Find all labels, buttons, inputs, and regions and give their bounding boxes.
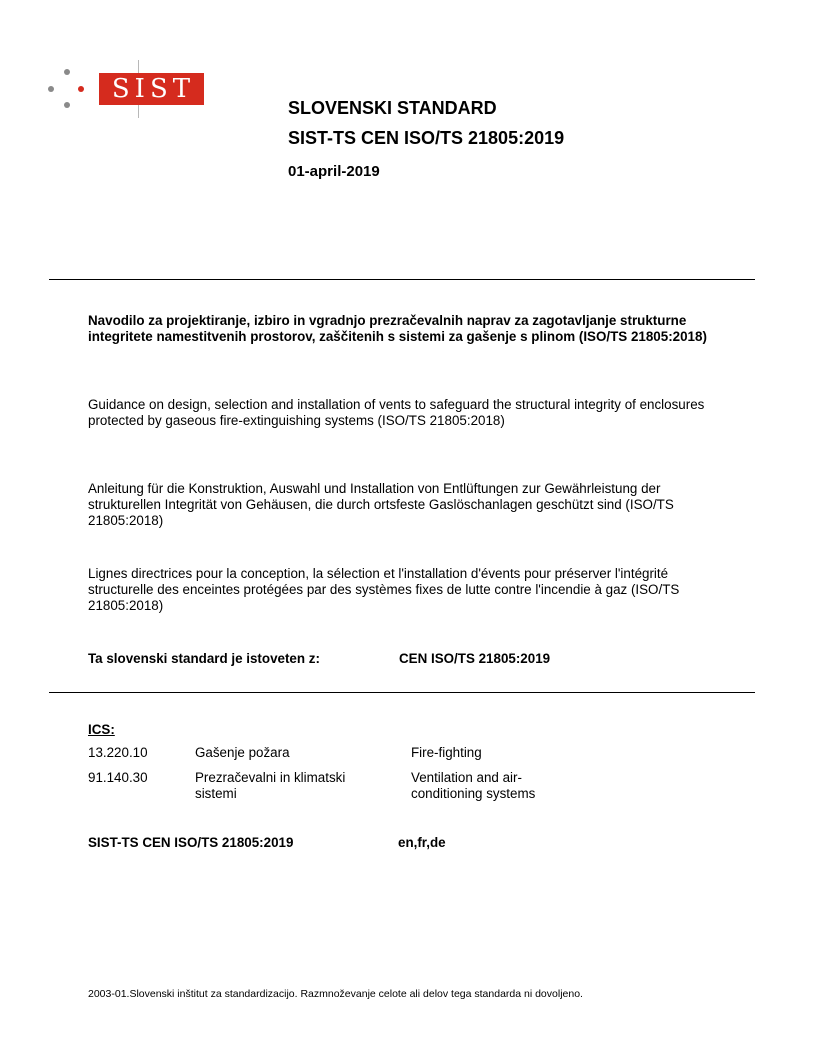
identical-label: Ta slovenski standard je istoveten z: (88, 651, 320, 666)
ics-name-en: Fire-fighting (411, 745, 482, 760)
ics-row (88, 770, 708, 806)
logo-dot (48, 86, 54, 92)
ics-row (88, 745, 708, 763)
identical-value: CEN ISO/TS 21805:2019 (399, 651, 551, 666)
title-english: Guidance on design, selection and installation of vents to safeguard the structural integrity of enclosures protected by gaseous fire-extinguishing systems (ISO/TS 21805:2018) (88, 397, 705, 428)
title-french: Lignes directrices pour la conception, la sélection et l'installation d'évents pour préserver l'intégrité structurelle des enceintes protégées par des systèmes fixes de lutte contre l'incendie à gaz (ISO/TS 21805:2018) (88, 566, 680, 613)
divider (49, 279, 755, 280)
ics-name-sl: Gašenje požara (195, 745, 290, 760)
divider (49, 692, 755, 693)
logo-dot (64, 69, 70, 75)
standard-heading: SLOVENSKI STANDARD (288, 98, 497, 118)
logo-dot (64, 102, 70, 108)
publication-date: 01-april-2019 (288, 163, 380, 180)
title-slovenian: Navodilo za projektiranje, izbiro in vgradnjo prezračevalnih naprav za zagotavljanje strukturne integritete namestitvenih prostorov, zaščitenih s sistemi za gašenje s plinom (ISO/TS 21805:2018) (88, 313, 707, 344)
logo-wordmark: SIST (99, 73, 204, 105)
designation-languages: en,fr,de (398, 835, 446, 850)
copyright-footer: 2003-01.Slovenski inštitut za standardizacijo. Razmnoževanje celote ali delov tega standarda ni dovoljeno. (88, 988, 583, 1000)
ics-heading: ICS: (88, 722, 115, 737)
ics-name-sl: Prezračevalni in klimatski sistemi (195, 770, 346, 801)
ics-name-en: Ventilation and air-conditioning systems (411, 770, 536, 801)
ics-code: 13.220.10 (88, 745, 148, 760)
logo-dot-red (78, 86, 84, 92)
designation-code: SIST-TS CEN ISO/TS 21805:2019 (88, 835, 294, 850)
title-german: Anleitung für die Konstruktion, Auswahl und Installation von Entlüftungen zur Gewährleistung der strukturellen Integrität von Gehäusen, die durch ortsfeste Gaslöschanlagen geschützt sind (ISO/TS 21805:2018) (88, 481, 674, 528)
standard-code: SIST-TS CEN ISO/TS 21805:2019 (288, 128, 565, 148)
ics-code: 91.140.30 (88, 770, 148, 785)
